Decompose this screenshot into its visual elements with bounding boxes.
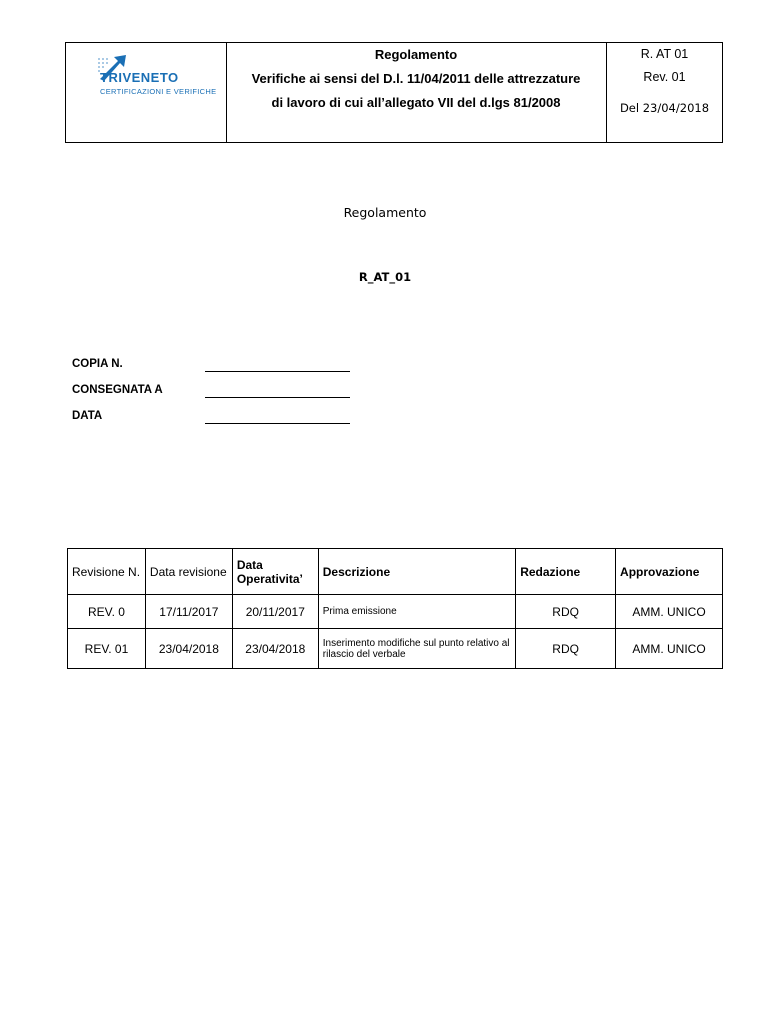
cell-descrizione: Inserimento modifiche sul punto relativo al rilascio del verbale — [318, 629, 515, 669]
cell-data-operativita: 20/11/2017 — [232, 595, 318, 629]
logo-brand-text: TRIVENETO — [100, 70, 179, 85]
revision-date: Del 23/04/2018 — [619, 101, 710, 115]
header-descrizione: Descrizione — [318, 549, 515, 595]
cell-data-revisione: 17/11/2017 — [145, 595, 232, 629]
field-label-data: DATA — [72, 410, 103, 422]
header-title: Regolamento — [374, 47, 458, 62]
field-label-consegnata: CONSEGNATA A — [72, 384, 163, 396]
table-row — [68, 595, 723, 629]
document-title: Regolamento — [343, 205, 427, 220]
document-header — [65, 42, 723, 143]
cell-descrizione: Prima emissione — [318, 595, 515, 629]
revision-label: Rev. 01 — [643, 70, 686, 84]
header-revisione: Revisione N. — [68, 549, 146, 595]
header-subtitle-line1: Verifiche ai sensi del D.l. 11/04/2011 delle attrezzature — [251, 71, 581, 86]
document-code: R. AT 01 — [640, 47, 689, 61]
logo-tagline: CERTIFICAZIONI E VERIFICHE — [100, 87, 217, 96]
cell-approvazione: AMM. UNICO — [616, 595, 723, 629]
cell-approvazione: AMM. UNICO — [616, 629, 723, 669]
logo-cell — [66, 43, 227, 142]
field-line-data — [205, 423, 350, 424]
header-title-cell — [226, 43, 607, 142]
header-approvazione: Approvazione — [616, 549, 723, 595]
header-redazione: Redazione — [516, 549, 616, 595]
cell-rev: REV. 01 — [68, 629, 146, 669]
cell-redazione: RDQ — [516, 629, 616, 669]
field-line-copia — [205, 371, 350, 372]
header-meta-cell — [607, 43, 722, 142]
revisions-table — [67, 548, 723, 669]
header-data-operativita: Data Operativita’ — [232, 549, 318, 595]
table-header-row — [68, 549, 723, 595]
cell-data-operativita: 23/04/2018 — [232, 629, 318, 669]
cell-data-revisione: 23/04/2018 — [145, 629, 232, 669]
table-row — [68, 629, 723, 669]
cell-rev: REV. 0 — [68, 595, 146, 629]
field-line-consegnata — [205, 397, 350, 398]
header-data-revisione: Data revisione — [145, 549, 232, 595]
cell-redazione: RDQ — [516, 595, 616, 629]
header-subtitle-line2: di lavoro di cui all’allegato VII del d.lgs 81/2008 — [271, 95, 561, 110]
document-code-center: R_AT_01 — [358, 270, 412, 284]
field-label-copia: COPIA N. — [72, 358, 123, 370]
